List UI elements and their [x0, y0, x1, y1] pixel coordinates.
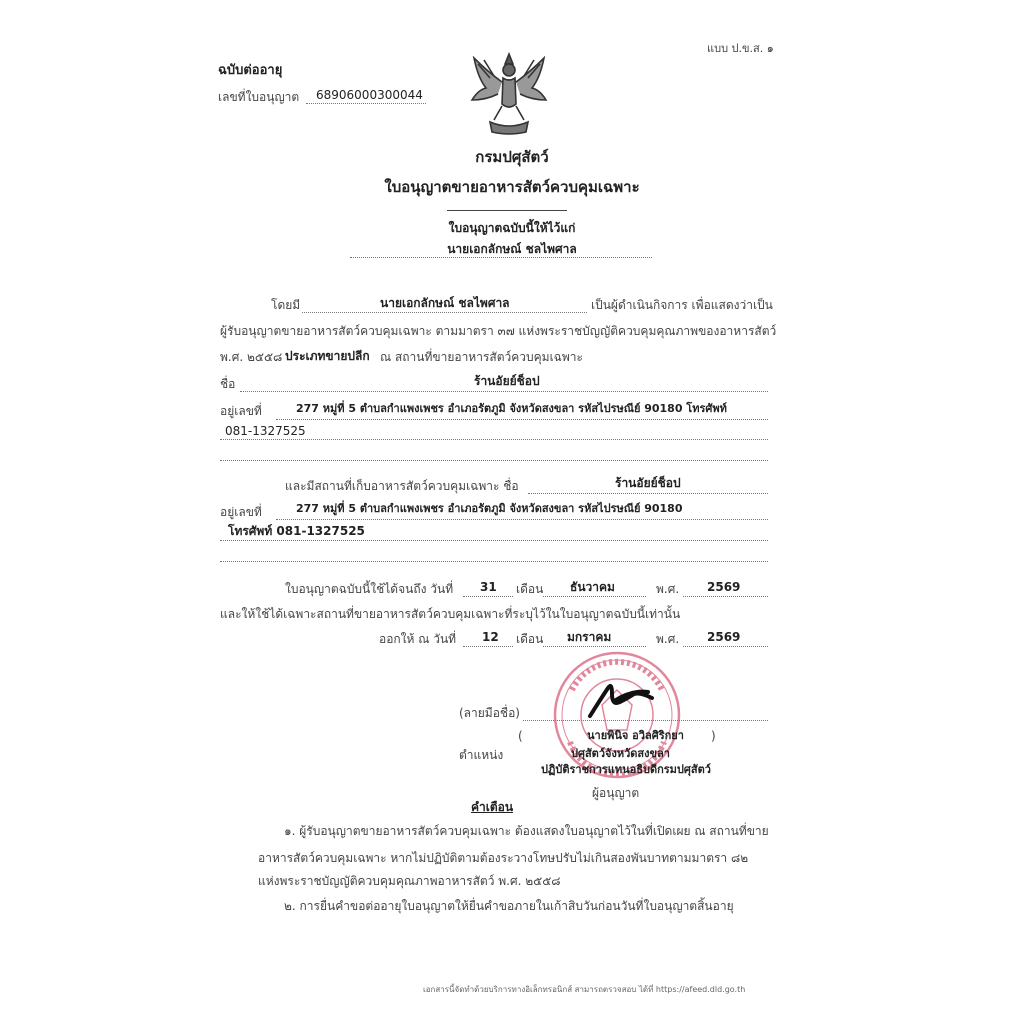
address-label: อยู่เลขที่: [220, 404, 262, 418]
address-line-2: [220, 439, 768, 440]
garuda-emblem-icon: [468, 48, 550, 136]
document-title: ใบอนุญาตขายอาหารสัตว์ควบคุมเฉพาะ: [384, 178, 640, 196]
issued-month-label: เดือน: [516, 632, 544, 646]
signature-label: (ลายมือชื่อ): [459, 706, 520, 720]
issued-year-label: พ.ศ.: [656, 632, 680, 646]
storage-name-line: [528, 493, 768, 494]
operator-name: นายเอกลักษณ์ ชลไพศาล: [380, 296, 510, 310]
storage-address: 277 หมู่ที่ 5 ตำบลกำแพงเพชร อำเภอรัตภูมิ จังหวัดสงขลา รหัสไปรษณีย์ 90180: [296, 502, 683, 515]
issued-month: มกราคม: [567, 630, 612, 644]
storage-phone: โทรศัพท์ 081-1327525: [228, 524, 365, 538]
validity-month-line: [543, 596, 646, 597]
signer-close-paren: ): [711, 729, 716, 743]
agency-name: กรมปศุสัตว์: [475, 148, 549, 166]
license-no-label: เลขที่ใบอนุญาต: [218, 90, 300, 104]
issued-to-name: นายเอกลักษณ์ ชลไพศาล: [447, 242, 577, 256]
warning-item-1-line-2: อาหารสัตว์ควบคุมเฉพาะ หากไม่ปฏิบัติตามต้องระวางโทษปรับไม่เกินสองพันบาทตามมาตรา ๘๒: [258, 851, 749, 865]
issued-to-line: [350, 257, 652, 258]
form-code: แบบ ป.ข.ส. ๑: [707, 42, 774, 55]
validity-label: ใบอนุญาตฉบับนี้ใช้ได้จนถึง วันที่: [285, 582, 454, 596]
storage-label: และมีสถานที่เก็บอาหารสัตว์ควบคุมเฉพาะ ชื่อ: [285, 479, 519, 493]
signature-line: [523, 720, 768, 721]
validity-month: ธันวาคม: [570, 580, 615, 594]
storage-name: ร้านอัยย์ช็อป: [615, 476, 681, 490]
issued-day-line: [463, 646, 513, 647]
storage-address-label: อยู่เลขที่: [220, 505, 262, 519]
shop-name-line: [240, 391, 768, 392]
warning-item-2: ๒. การยื่นคำขอต่ออายุใบอนุญาตให้ยื่นคำขอภายในเก้าสิบวันก่อนวันที่ใบอนุญาตสิ้นอายุ: [284, 899, 734, 913]
signer-position-2: ปฏิบัติราชการแทนอธิบดีกรมปศุสัตว์: [541, 763, 711, 776]
validity-year: 2569: [707, 580, 741, 594]
storage-address-line-1: [276, 519, 768, 520]
issued-month-line: [543, 646, 646, 647]
by-name-line: [302, 312, 587, 313]
signer-name: นายพินิจ อวิลศิริกยา: [587, 729, 684, 742]
signature-scribble-icon: [586, 680, 656, 720]
issued-day: 12: [482, 630, 499, 644]
shop-phone: 081-1327525: [225, 424, 306, 438]
grantor-label: ผู้อนุญาต: [592, 786, 640, 800]
by-label: โดยมี: [271, 298, 301, 312]
shop-name-label: ชื่อ: [220, 377, 236, 391]
shop-address: 277 หมู่ที่ 5 ตำบลกำแพงเพชร อำเภอรัตภูมิ จังหวัดสงขลา รหัสไปรษณีย์ 90180 โทรศัพท์: [296, 402, 727, 415]
validity-day: 31: [480, 580, 497, 594]
storage-address-line-2: [220, 540, 768, 541]
validity-month-label: เดือน: [516, 582, 544, 596]
act-year: พ.ศ. ๒๕๕๘: [220, 350, 283, 364]
validity-scope: และให้ใช้ได้เฉพาะสถานที่ขายอาหารสัตว์ควบคุมเฉพาะที่ระบุไว้ในใบอนุญาตฉบับนี้เท่านั้น: [220, 607, 681, 621]
address-line-3: [220, 460, 768, 461]
shop-name: ร้านอัยย์ช็อป: [474, 374, 540, 388]
validity-year-label: พ.ศ.: [656, 582, 680, 596]
issued-year-line: [683, 646, 768, 647]
validity-day-line: [463, 596, 513, 597]
storage-address-line-3: [220, 561, 768, 562]
signer-position-1: ปศุสัตว์จังหวัดสงขลา: [571, 747, 670, 760]
address-line-1: [276, 419, 768, 420]
body-line-3-suffix: ณ สถานที่ขายอาหารสัตว์ควบคุมเฉพาะ: [380, 350, 583, 364]
license-no-line: [306, 103, 426, 104]
warning-title: คำเตือน: [471, 800, 514, 814]
position-label: ตำแหน่ง: [459, 748, 504, 762]
issued-label: ออกให้ ณ วันที่: [379, 632, 457, 646]
issued-year: 2569: [707, 630, 741, 644]
license-type: ประเภทขายปลีก: [285, 349, 370, 363]
issued-to-label: ใบอนุญาตฉบับนี้ให้ไว้แก่: [448, 221, 576, 235]
title-rule: [447, 210, 567, 211]
by-suffix: เป็นผู้ดำเนินกิจการ เพื่อแสดงว่าเป็น: [591, 298, 773, 312]
signer-open-paren: (: [518, 729, 523, 743]
warning-item-1-line-3: แห่งพระราชบัญญัติควบคุมคุณภาพอาหารสัตว์ พ.ศ. ๒๕๕๘: [258, 874, 561, 888]
footer-note: เอกสารนี้จัดทำด้วยบริการทางอิเล็กทรอนิกส์ สามารถตรวจสอบ ได้ที่ https://afeed.dld.go.th: [423, 985, 746, 994]
license-no: 68906000300044: [316, 88, 423, 102]
body-line-2: ผู้รับอนุญาตขายอาหารสัตว์ควบคุมเฉพาะ ตามมาตรา ๓๗ แห่งพระราชบัญญัติควบคุมคุณภาพของอาหารสัตว์: [220, 324, 777, 338]
validity-year-line: [683, 596, 768, 597]
copy-type: ฉบับต่ออายุ: [218, 63, 283, 78]
warning-item-1-line-1: ๑. ผู้รับอนุญาตขายอาหารสัตว์ควบคุมเฉพาะ ต้องแสดงใบอนุญาตไว้ในที่เปิดเผย ณ สถานที่ขาย: [284, 824, 769, 838]
